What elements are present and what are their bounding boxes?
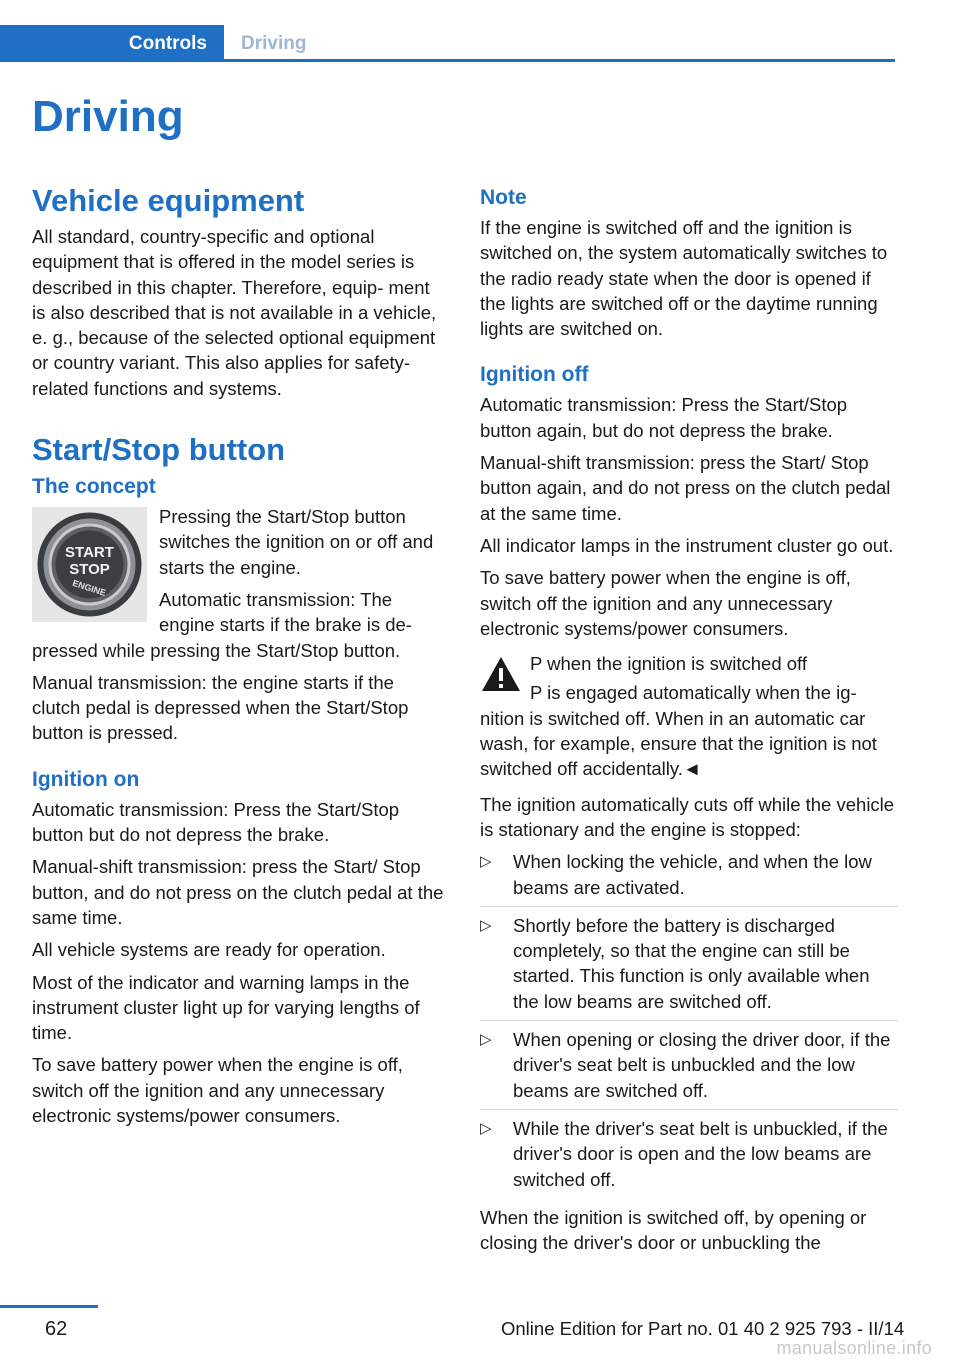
heading-ignition-on: Ignition on bbox=[32, 767, 140, 791]
warning-block bbox=[480, 651, 898, 781]
concept-text-1: Pressing the Start/Stop button switches the ignition on or off and starts the engine. bbox=[159, 506, 434, 578]
list-item bbox=[480, 1116, 898, 1198]
concept-text-2: Automatic transmission: The engine starts if the brake is de- pressed while pressing the Start/Stop button. bbox=[32, 588, 412, 661]
button-label-start: START bbox=[65, 544, 114, 562]
triangle-right-icon: ▷ bbox=[480, 1119, 492, 1137]
warning-text: P is engaged automatically when the ig- nition is switched off. When in an automatic car wash, for example, ensure that the ignition is not switched off accidentally.◄ bbox=[480, 682, 877, 780]
ignition-off-text-5: The ignition automatically cuts off while the vehicle is stationary and the engine is stopped: bbox=[480, 793, 895, 840]
left-column bbox=[32, 182, 447, 1135]
list-item-text: While the driver's seat belt is unbuckled, if the driver's door is open and the low beams are switched off. bbox=[513, 1117, 888, 1190]
heading-ignition-off: Ignition off bbox=[480, 363, 589, 387]
ignition-off-text-6: When the ignition is switched off, by opening or closing the driver's door or unbuckling the bbox=[480, 1206, 867, 1254]
triangle-right-icon: ▷ bbox=[480, 1031, 492, 1049]
page-number: 62 bbox=[45, 1318, 68, 1340]
edition-note: Online Edition for Part no. 01 40 2 925 793 - II/14 bbox=[501, 1318, 905, 1339]
header-rule bbox=[0, 59, 895, 62]
tab-driving[interactable]: Driving bbox=[241, 33, 307, 54]
vehicle-equipment-text: All standard, country-specific and optional equipment that is offered in the model series is described in this chapter. Therefore, equip- ment is also described that is not available in a vehicle, e. g., because of the selected optional equipment or country variant. This also applies for safety-related functions and systems. bbox=[32, 226, 437, 399]
triangle-right-icon: ▷ bbox=[480, 916, 492, 934]
heading-start-stop-button: Start/Stop button bbox=[32, 432, 286, 468]
right-column bbox=[480, 184, 898, 1262]
footer-rule bbox=[0, 1305, 98, 1308]
heading-the-concept: The concept bbox=[32, 475, 156, 499]
ignition-on-text-5: To save battery power when the engine is off, switch off the ignition and any unnecessary electronic systems/power consumers. bbox=[32, 1054, 403, 1127]
button-label-stop: STOP bbox=[69, 561, 110, 579]
ignition-off-text-3: All indicator lamps in the instrument cluster go out. bbox=[480, 534, 894, 556]
ignition-off-text-2: Manual-shift transmission: press the Start/ Stop button again, and do not press on the clutch pedal at the same time. bbox=[480, 452, 891, 524]
list-item-text: Shortly before the battery is discharged completely, so that the engine can still be started. This function is only available when the low beams are switched off. bbox=[513, 914, 870, 1012]
ignition-on-text-1: Automatic transmission: Press the Start/Stop button but do not depress the brake. bbox=[32, 798, 400, 846]
auto-cutoff-list bbox=[480, 849, 898, 1198]
list-item-text: When locking the vehicle, and when the low beams are activated. bbox=[513, 851, 872, 898]
tab-controls[interactable]: Controls bbox=[0, 25, 224, 62]
list-item bbox=[480, 1027, 898, 1110]
list-item-text: When opening or closing the driver door, if the driver's seat belt is unbuckled and the low beams are switched off. bbox=[513, 1029, 891, 1101]
warning-title: P when the ignition is switched off bbox=[530, 653, 807, 675]
page-title: Driving bbox=[32, 92, 184, 141]
ignition-on-text-4: Most of the indicator and warning lamps in the instrument cluster light up for varying lengths of time. bbox=[32, 971, 420, 1044]
ignition-on-text-2: Manual-shift transmission: press the Start/ Stop button, and do not press on the clutch pedal at the same time. bbox=[32, 856, 444, 928]
ignition-off-text-1: Automatic transmission: Press the Start/Stop button again, but do not depress the brake. bbox=[480, 394, 848, 441]
list-item bbox=[480, 849, 898, 907]
ignition-off-text-4: To save battery power when the engine is off, switch off the ignition and any unnecessary electronic systems/power consumers. bbox=[480, 567, 851, 639]
list-item bbox=[480, 913, 898, 1021]
heading-vehicle-equipment: Vehicle equipment bbox=[32, 183, 305, 218]
chapter-tab-bar bbox=[0, 0, 895, 62]
button-label-engine: ENGINE bbox=[71, 577, 108, 599]
triangle-right-icon: ▷ bbox=[480, 853, 492, 871]
watermark: manualsonline.info bbox=[776, 1338, 932, 1358]
warning-triangle-icon bbox=[480, 654, 522, 694]
note-text: If the engine is switched off and the ignition is switched on, the system automatically switches to the radio ready state when the door is opened if the lights are switched off or the daytime running lights are switched on. bbox=[480, 217, 888, 340]
heading-note: Note bbox=[480, 186, 527, 209]
start-stop-button-icon bbox=[32, 507, 147, 622]
concept-text-3: Manual transmission: the engine starts if the clutch pedal is depressed when the Start/Stop button is pressed. bbox=[32, 671, 409, 744]
ignition-on-text-3: All vehicle systems are ready for operation. bbox=[32, 939, 386, 961]
